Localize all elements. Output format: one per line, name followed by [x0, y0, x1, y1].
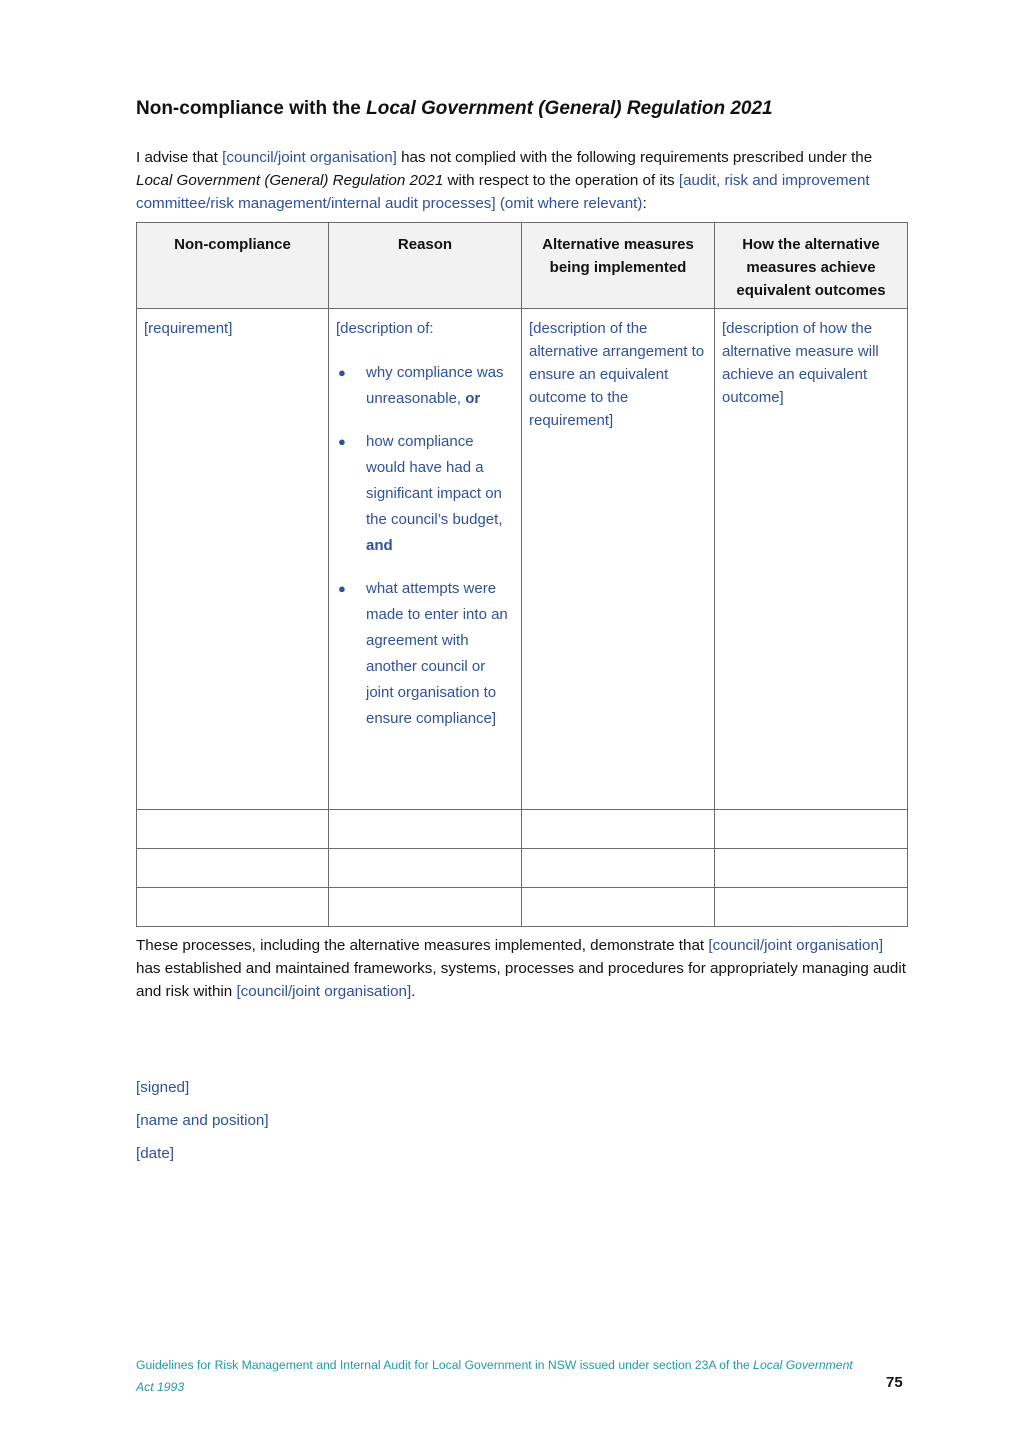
- noncompliance-table: [136, 222, 908, 927]
- header-reason: Reason: [329, 223, 522, 309]
- empty-cell: [329, 888, 522, 927]
- placeholder-council: [council/joint organisation]: [222, 149, 397, 166]
- empty-cell: [715, 849, 908, 888]
- cell-how: [description of how the alternative measure will achieve an equivalent outcome]: [715, 309, 908, 810]
- list-item: ● what attempts were made to enter into an agreement with another council or joint organisation to ensure compliance]: [336, 576, 515, 732]
- cell-reason: [329, 309, 522, 810]
- empty-cell: [715, 888, 908, 927]
- table-row: [137, 888, 908, 927]
- closing-paragraph: These processes, including the alternative measures implemented, demonstrate that [council/joint organisation] has established and maintained frameworks, systems, processes and procedures for appropriately managing audit and risk within [council/joint organisation].: [136, 937, 906, 1000]
- placeholder-process: [audit, risk and improvement committee/risk management/internal audit processes] (omit where relevant): [136, 172, 870, 212]
- empty-cell: [522, 849, 715, 888]
- bullet-dot-icon: ●: [338, 365, 346, 380]
- empty-cell: [522, 888, 715, 927]
- header-noncompliance: Non-compliance: [137, 223, 329, 309]
- reason-list: [336, 360, 515, 732]
- intro-paragraph: I advise that [council/joint organisation] has not complied with the following requirements prescribed under the Local Government (General) Regulation 2021 with respect to the operation of its [audit, risk and improvement committee/risk management/internal audit processes] (omit where relevant):: [136, 149, 873, 212]
- reason-intro: [description of:: [336, 320, 434, 337]
- page-number: 75: [886, 1374, 903, 1391]
- header-alternative-measures: Alternative measures being implemented: [522, 223, 715, 309]
- bullet-dot-icon: ●: [338, 581, 346, 596]
- empty-cell: [137, 849, 329, 888]
- page-title: Non-compliance with the Local Government (General) Regulation 2021: [136, 98, 773, 119]
- placeholder-council: [council/joint organisation]: [236, 983, 412, 1000]
- bullet-dot-icon: ●: [338, 434, 346, 449]
- signature-signed: [signed]: [136, 1079, 190, 1096]
- table-row: [137, 849, 908, 888]
- header-equivalent-outcomes: How the alternative measures achieve equivalent outcomes: [715, 223, 908, 309]
- cell-alternative: [description of the alternative arrangement to ensure an equivalent outcome to the requirement]: [522, 309, 715, 810]
- empty-cell: [329, 810, 522, 849]
- empty-cell: [522, 810, 715, 849]
- empty-cell: [329, 849, 522, 888]
- placeholder-council: [council/joint organisation]: [708, 937, 884, 954]
- list-item: ● how compliance would have had a significant impact on the council’s budget, and: [336, 429, 515, 559]
- table-row: [137, 810, 908, 849]
- list-item: ● why compliance was unreasonable, or: [336, 360, 515, 412]
- cell-requirement: [requirement]: [137, 309, 329, 810]
- signature-date: [date]: [136, 1145, 174, 1162]
- table-row: [137, 309, 908, 810]
- empty-cell: [137, 810, 329, 849]
- empty-cell: [715, 810, 908, 849]
- page-footer: Guidelines for Risk Management and Internal Audit for Local Government in NSW issued under section 23A of the Local Government Act 1993: [136, 1358, 853, 1394]
- empty-cell: [137, 888, 329, 927]
- signature-name-position: [name and position]: [136, 1112, 269, 1129]
